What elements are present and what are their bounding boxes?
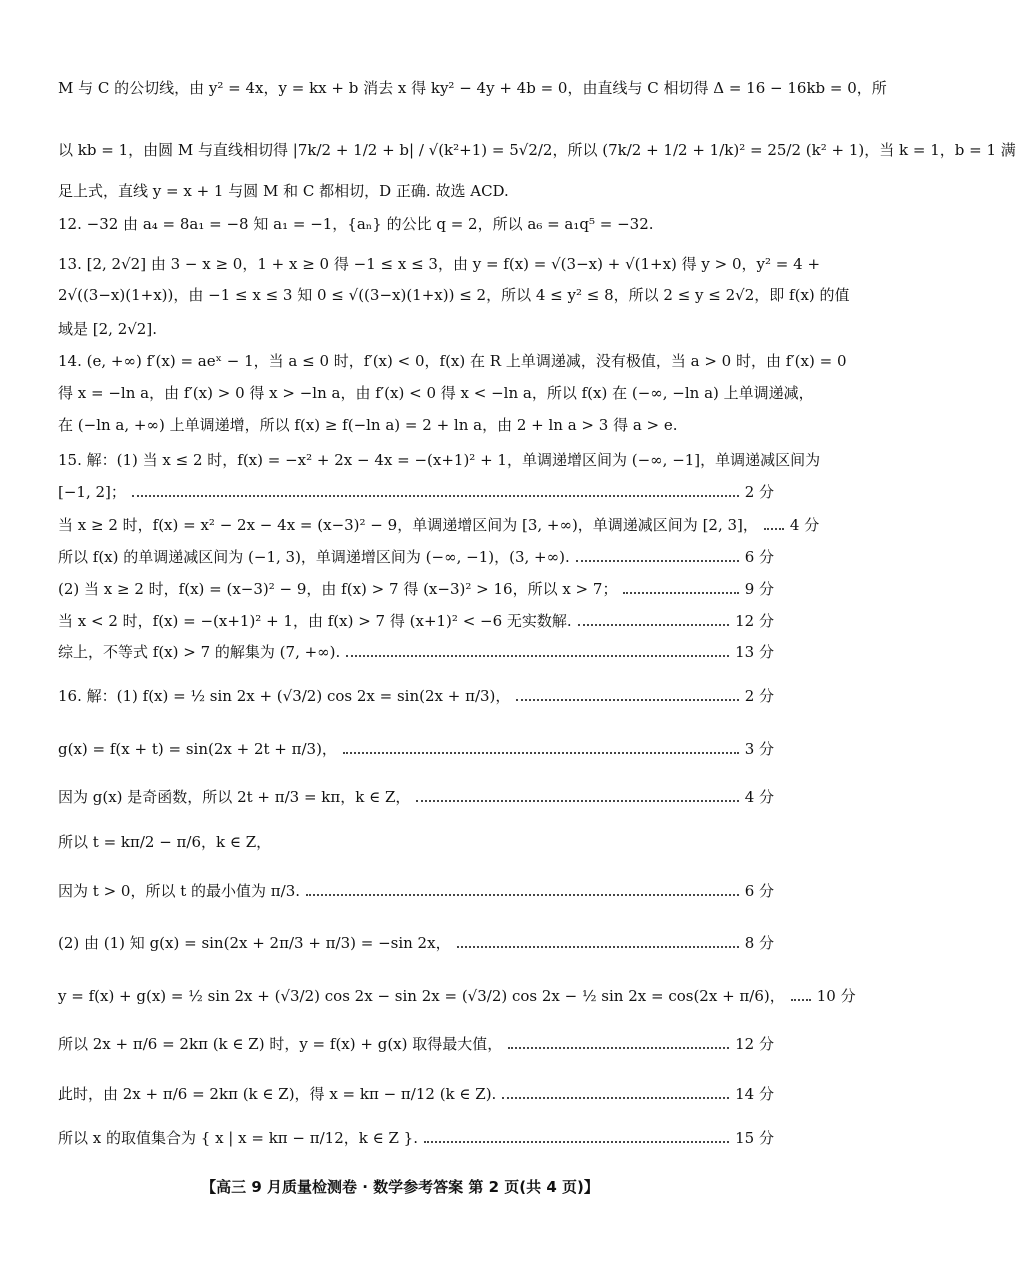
scored-line <box>58 515 820 535</box>
step-text: (2) 当 x ≥ 2 时，f(x) = (x−3)² − 9，由 f(x) > 7 得 (x−3)² > 16，所以 x > 7； <box>58 580 618 598</box>
step-text: 因为 g(x) 是奇函数，所以 2t + π/3 = kπ，k ∈ Z， <box>58 788 411 806</box>
step-text: 所以 2x + π/6 = 2kπ (k ∈ Z) 时，y = f(x) + g(x) 取得最大值， <box>58 1035 503 1053</box>
leader-dots <box>457 946 739 948</box>
step-text: (2) 由 (1) 知 g(x) = sin(2x + 2π/3 + π/3) = −sin 2x， <box>58 934 451 952</box>
text-line: M 与 C 的公切线，由 y² = 4x，y = kx + b 消去 x 得 ky² − 4y + 4b = 0，由直线与 C 相切得 Δ = 16 − 16kb = 0，所 <box>58 79 887 97</box>
text-line: 14. (e, +∞) f′(x) = aeˣ − 1，当 a ≤ 0 时，f′(x) < 0，f(x) 在 R 上单调递减，没有极值，当 a > 0 时，由 f′(x) = 0 <box>58 352 847 370</box>
leader-dots <box>424 1141 729 1143</box>
score-label: 15 分 <box>735 1129 774 1147</box>
leader-dots <box>132 495 739 497</box>
score-label: 6 分 <box>744 882 774 900</box>
step-text: 当 x < 2 时，f(x) = −(x+1)² + 1，由 f(x) > 7 得 (x+1)² < −6 无实数解. <box>58 612 572 630</box>
score-label: 12 分 <box>735 1035 774 1053</box>
leader-dots <box>576 560 739 562</box>
score-label: 4 分 <box>744 788 774 806</box>
leader-dots <box>508 1047 729 1049</box>
step-text: 16. 解：(1) f(x) = ½ sin 2x + (√3/2) cos 2x = sin(2x + π/3)， <box>58 687 511 705</box>
score-label: 9 分 <box>744 580 774 598</box>
scored-line <box>58 686 774 706</box>
step-text: 所以 x 的取值集合为 { x | x = kπ − π/12，k ∈ Z }. <box>58 1129 418 1147</box>
scored-line <box>58 787 774 807</box>
leader-dots <box>343 752 739 754</box>
score-label: 12 分 <box>735 612 774 630</box>
score-label: 14 分 <box>735 1085 774 1103</box>
score-label: 10 分 <box>816 987 856 1005</box>
text-line: 在 (−ln a, +∞) 上单调递增，所以 f(x) ≥ f(−ln a) = 2 + ln a，由 2 + ln a > 3 得 a > e. <box>58 416 678 434</box>
scored-line <box>58 1128 774 1148</box>
step-text: g(x) = f(x + t) = sin(2x + 2t + π/3)， <box>58 740 337 758</box>
leader-dots <box>623 592 738 594</box>
scored-line <box>58 739 774 759</box>
step-text: 当 x ≥ 2 时，f(x) = x² − 2x − 4x = (x−3)² − 9，单调递增区间为 [3, +∞)，单调递减区间为 [2, 3]， <box>58 516 758 534</box>
step-text: y = f(x) + g(x) = ½ sin 2x + (√3/2) cos 2x − sin 2x = (√3/2) cos 2x − ½ sin 2x = cos(2x + π/6)， <box>58 987 785 1005</box>
text-line: 12. −32 由 a₄ = 8a₁ = −8 知 a₁ = −1，{aₙ} 的公比 q = 2，所以 a₆ = a₁q⁵ = −32. <box>58 215 654 233</box>
leader-dots <box>791 999 811 1001</box>
score-label: 6 分 <box>744 548 774 566</box>
leader-dots <box>578 624 729 626</box>
text-line: 2√((3−x)(1+x))，由 −1 ≤ x ≤ 3 知 0 ≤ √((3−x)(1+x)) ≤ 2，所以 4 ≤ y² ≤ 8，所以 2 ≤ y ≤ 2√2，即 f(x) 的值 <box>58 286 850 304</box>
text-line: 域是 [2, 2√2]. <box>58 320 157 338</box>
scored-line <box>58 881 774 901</box>
score-label: 4 分 <box>789 516 820 534</box>
scored-line <box>58 642 774 662</box>
scored-line <box>58 1084 774 1104</box>
scored-line <box>58 579 774 599</box>
score-label: 2 分 <box>744 687 774 705</box>
leader-dots <box>502 1097 729 1099</box>
scored-line <box>58 482 774 502</box>
scored-line <box>58 933 774 953</box>
leader-dots <box>416 800 738 802</box>
leader-dots <box>516 699 738 701</box>
step-text: 此时，由 2x + π/6 = 2kπ (k ∈ Z)，得 x = kπ − π/12 (k ∈ Z). <box>58 1085 497 1103</box>
scored-line <box>58 1034 774 1054</box>
text-line: 所以 t = kπ/2 − π/6，k ∈ Z， <box>58 833 272 851</box>
score-label: 3 分 <box>744 740 774 758</box>
text-line: 15. 解：(1) 当 x ≤ 2 时，f(x) = −x² + 2x − 4x = −(x+1)² + 1，单调递增区间为 (−∞, −1]，单调递减区间为 <box>58 451 821 469</box>
scored-line <box>58 611 774 631</box>
page-footer: 【高三 9 月质量检测卷 · 数学参考答案 第 2 页(共 4 页)】 <box>201 1178 599 1196</box>
text-line: 以 kb = 1，由圆 M 与直线相切得 |7k/2 + 1/2 + b| / √(k²+1) = 5√2/2，所以 (7k/2 + 1/2 + 1/k)² = 25/2 (k² + 1)，当 k = 1，b = 1 满 <box>58 141 1016 159</box>
step-text: 因为 t > 0，所以 t 的最小值为 π/3. <box>58 882 301 900</box>
scored-line <box>58 986 856 1006</box>
step-text: 综上，不等式 f(x) > 7 的解集为 (7, +∞). <box>58 643 341 661</box>
text-line: 13. [2, 2√2] 由 3 − x ≥ 0，1 + x ≥ 0 得 −1 ≤ x ≤ 3，由 y = f(x) = √(3−x) + √(1+x) 得 y > 0，y² = 4 + <box>58 255 821 273</box>
leader-dots <box>306 894 739 896</box>
score-label: 13 分 <box>735 643 774 661</box>
step-text: [−1, 2]； <box>58 483 126 501</box>
score-label: 2 分 <box>744 483 774 501</box>
step-text: 所以 f(x) 的单调递减区间为 (−1, 3)，单调递增区间为 (−∞, −1)，(3, +∞). <box>58 548 570 566</box>
score-label: 8 分 <box>744 934 774 952</box>
text-line: 足上式，直线 y = x + 1 与圆 M 和 C 都相切，D 正确. 故选 ACD. <box>58 182 509 200</box>
leader-dots <box>764 528 784 530</box>
text-line: 得 x = −ln a，由 f′(x) > 0 得 x > −ln a，由 f′(x) < 0 得 x < −ln a，所以 f(x) 在 (−∞, −ln a) 上单调递减， <box>58 384 814 402</box>
scored-line <box>58 547 774 567</box>
leader-dots <box>346 655 729 657</box>
